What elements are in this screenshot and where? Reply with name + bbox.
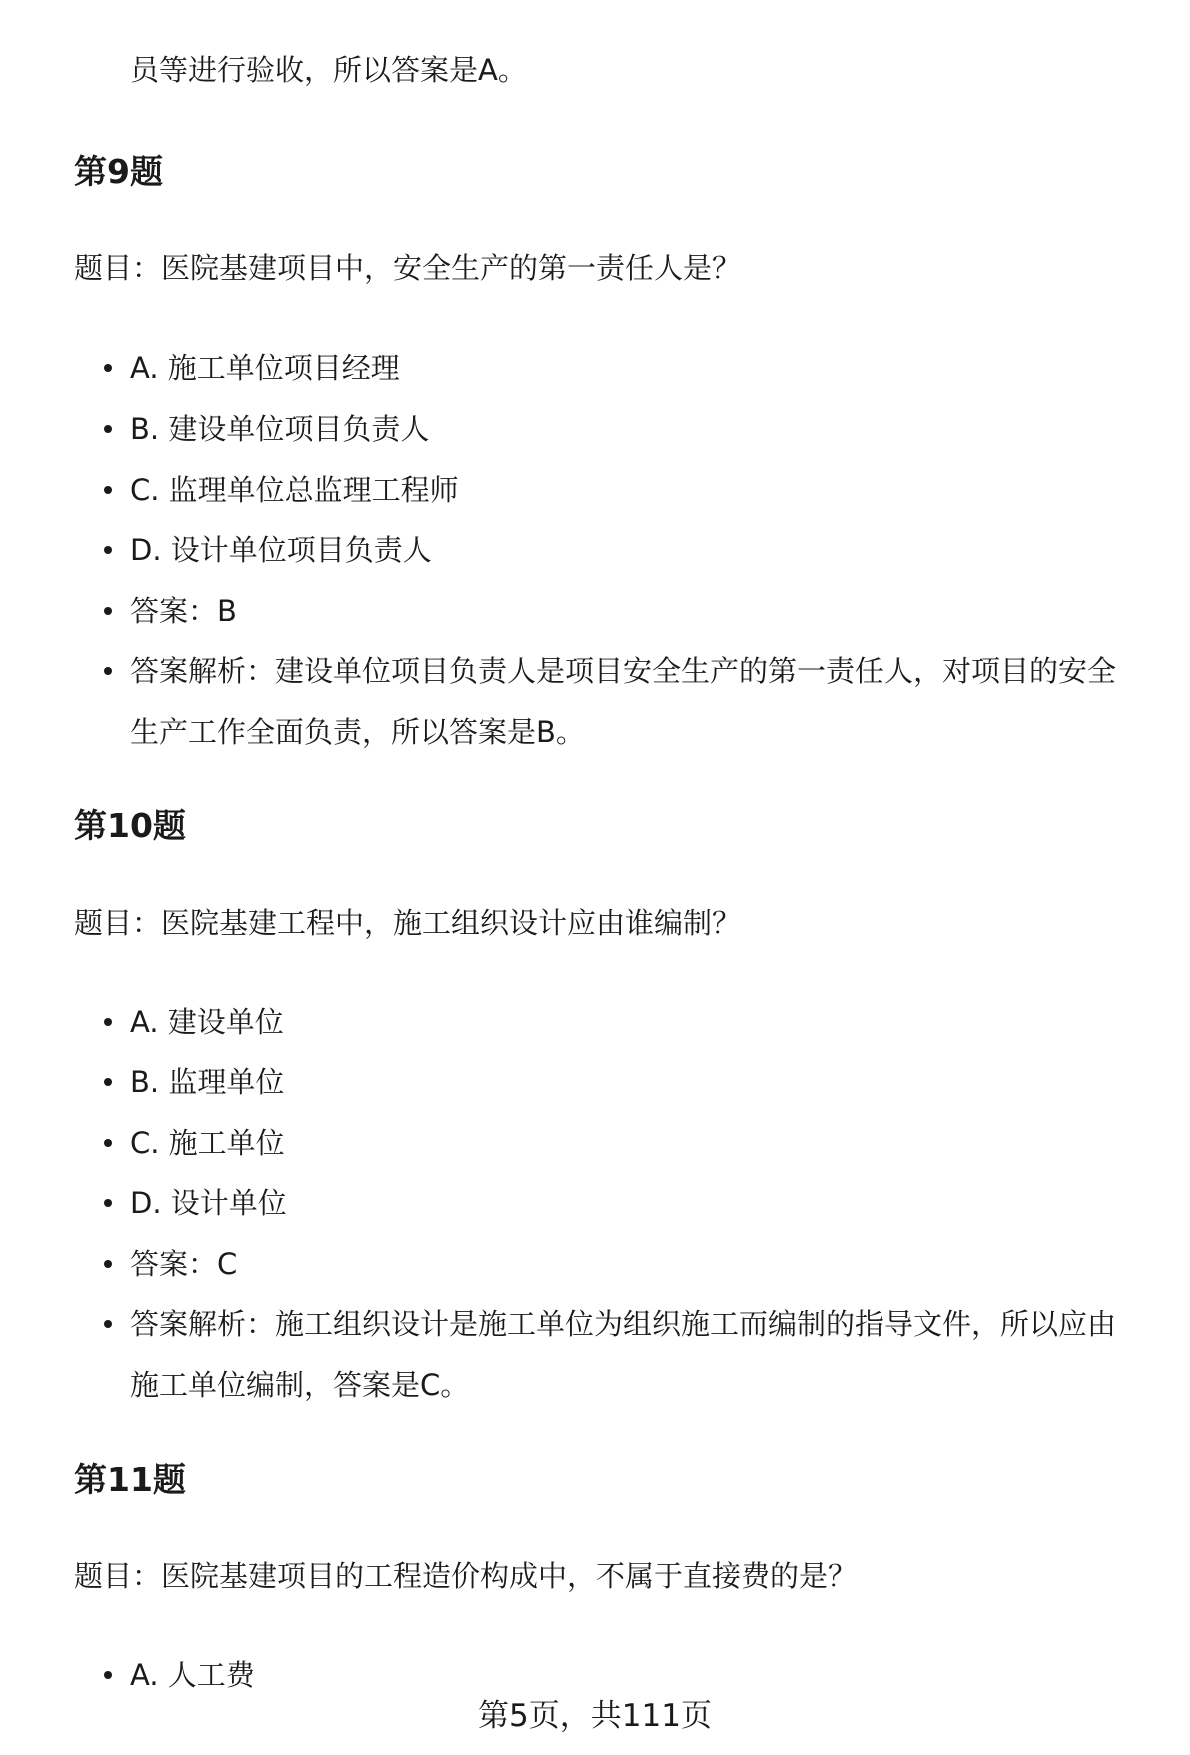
explanation-line: 答案解析：施工组织设计是施工单位为组织施工而编制的指导文件，所以应由 — [130, 1307, 1117, 1341]
option-text: B. 监理单位 — [130, 1065, 285, 1099]
bullet-icon — [104, 1018, 112, 1026]
bullet-icon — [104, 1320, 112, 1328]
question-stem: 题目：医院基建项目中，安全生产的第一责任人是？ — [74, 251, 742, 285]
page-number-footer: 第5页，共111页 — [478, 1698, 712, 1734]
bullet-icon — [104, 1139, 112, 1147]
option-text: B. 建设单位项目负责人 — [130, 412, 430, 446]
bullet-icon — [104, 546, 112, 554]
explanation-line: 生产工作全面负责，所以答案是B。 — [130, 715, 585, 749]
option-text: C. 监理单位总监理工程师 — [130, 473, 459, 507]
explanation-line: 答案解析：建设单位项目负责人是项目安全生产的第一责任人，对项目的安全 — [130, 654, 1117, 688]
explanation-line: 施工单位编制，答案是C。 — [130, 1368, 470, 1402]
bullet-icon — [104, 364, 112, 372]
option-text: D. 设计单位 — [130, 1186, 287, 1220]
bullet-icon — [104, 486, 112, 494]
option-text: C. 施工单位 — [130, 1126, 285, 1160]
option-text: A. 人工费 — [130, 1658, 255, 1692]
option-text: D. 设计单位项目负责人 — [130, 533, 432, 567]
answer-text: 答案：B — [130, 594, 237, 628]
bullet-icon — [104, 667, 112, 675]
bullet-icon — [104, 1078, 112, 1086]
bullet-icon — [104, 1671, 112, 1679]
answer-text: 答案：C — [130, 1247, 238, 1281]
question-stem: 题目：医院基建工程中，施工组织设计应由谁编制？ — [74, 906, 742, 940]
bullet-icon — [104, 607, 112, 615]
question-heading: 第11题 — [74, 1460, 186, 1499]
question-heading: 第9题 — [74, 152, 163, 191]
question-stem: 题目：医院基建项目的工程造价构成中，不属于直接费的是？ — [74, 1559, 858, 1593]
continued-explanation-text: 员等进行验收，所以答案是A。 — [130, 53, 527, 87]
option-text: A. 施工单位项目经理 — [130, 351, 400, 385]
bullet-icon — [104, 1260, 112, 1268]
bullet-icon — [104, 1199, 112, 1207]
option-text: A. 建设单位 — [130, 1005, 284, 1039]
question-heading: 第10题 — [74, 806, 186, 845]
bullet-icon — [104, 425, 112, 433]
